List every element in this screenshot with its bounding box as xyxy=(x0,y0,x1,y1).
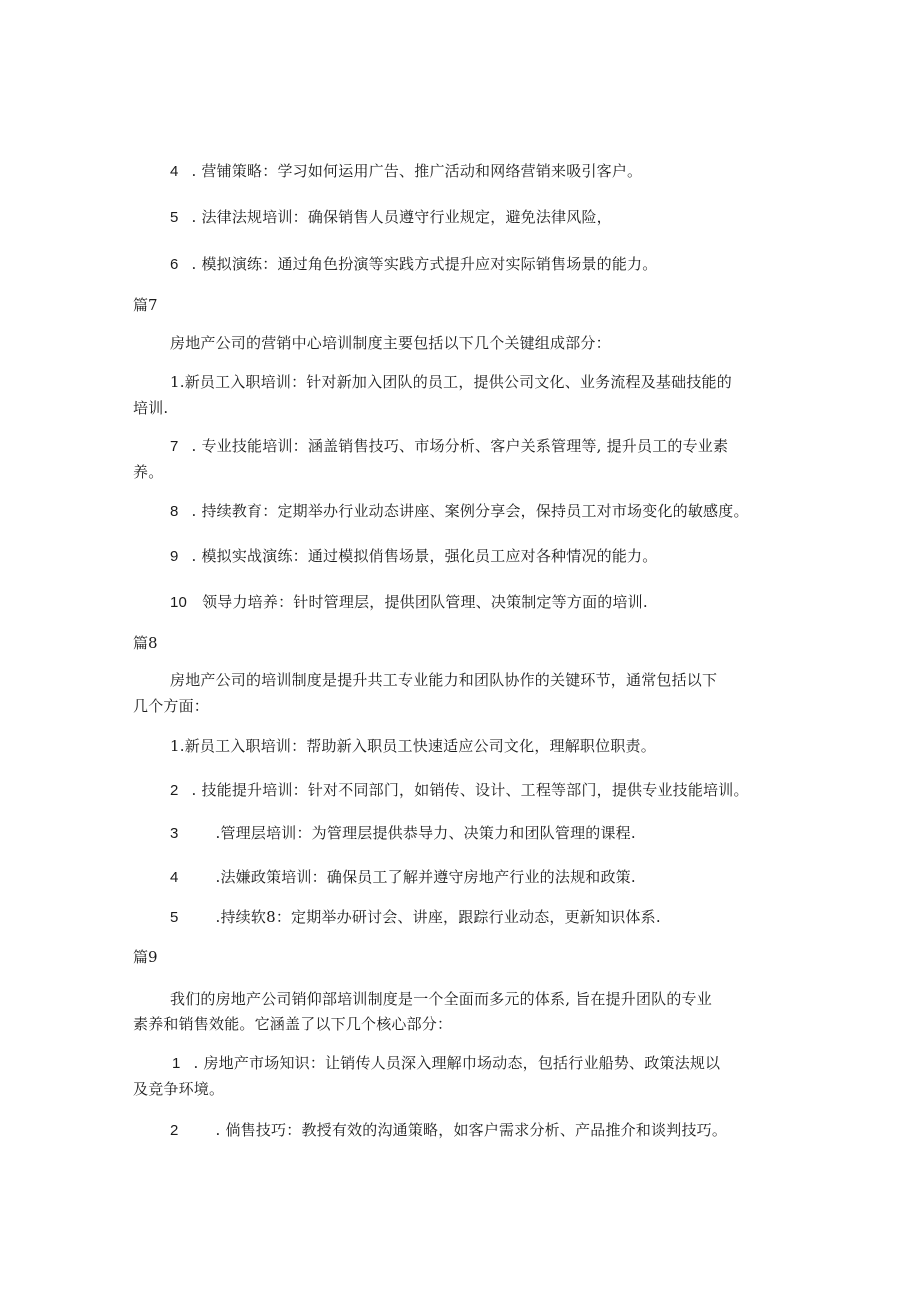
item-text: . 模拟实战演练：通过模拟俏售场景，强化员工应对各种情况的能力。 xyxy=(191,547,658,565)
item-number: 1 xyxy=(172,1055,181,1072)
list-item-line: 养。 xyxy=(133,463,164,481)
item-number: 5 xyxy=(170,909,179,926)
item-text: . 营铺策略：学习如何运用广告、推广活动和网络营销来吸引客户。 xyxy=(191,162,643,180)
list-item xyxy=(170,435,728,458)
item-number: 6 xyxy=(170,256,179,273)
item-text: . 持续教育：定期举办行业动态讲座、案例分享会，保持员工对市场变化的敏感度。 xyxy=(191,502,749,520)
item-number: 2 xyxy=(170,782,179,799)
item-number: 4 xyxy=(170,163,179,180)
list-item xyxy=(170,866,636,889)
list-item xyxy=(170,906,661,929)
item-number: 10 xyxy=(170,594,188,611)
item-number: 9 xyxy=(170,548,179,565)
list-item xyxy=(170,160,642,183)
section-heading: 篇7 xyxy=(133,296,158,314)
list-item-line: 及竞争环境。 xyxy=(133,1080,225,1098)
item-text: . 倘售技巧：教授有效的沟通策略，如客户需求分析、产品推介和谈判技巧。 xyxy=(215,1121,728,1139)
item-text: . 房地产市场知识：让销传人员深入理解巾场动态，包括行业船势、政策法规以 xyxy=(193,1054,721,1072)
section-intro: 房地产公司的营销中心培训制度主要包括以下几个关键组成部分： xyxy=(170,334,611,352)
item-number: 2 xyxy=(170,1122,179,1139)
item-number: 3 xyxy=(170,825,179,842)
list-item xyxy=(170,591,648,614)
list-item xyxy=(172,1052,720,1075)
list-item xyxy=(170,206,612,229)
list-item xyxy=(170,500,749,523)
list-item-line: 1.新员工入职培训：针对新加入团队的员工，提供公司文化、业务流程及基础技能的 xyxy=(170,373,732,391)
section-intro-line: 我们的房地产公司销仰部培训制度是一个全面而多元的体系, 旨在提升团队的专业 xyxy=(170,990,712,1008)
section-heading: 篇9 xyxy=(133,948,158,966)
item-text: .法嫌政策培训：确保员工了解并遵守房地产行业的法规和政策. xyxy=(215,868,636,886)
item-text: . 专业技能培训：涵盖销售技巧、市场分析、客户关系管理等, 提升员工的专业素 xyxy=(191,437,729,455)
section-intro-line: 几个方面： xyxy=(133,697,210,715)
list-item xyxy=(170,253,657,276)
item-number: 5 xyxy=(170,209,179,226)
item-number: 7 xyxy=(170,438,179,455)
item-text: .管理层培训：为管理层提供恭导力、决策力和团队管理的课程. xyxy=(215,824,636,842)
item-number: 8 xyxy=(170,503,179,520)
section-heading: 篇8 xyxy=(133,634,158,652)
item-text: . 模拟演练：通过角色扮演等实践方式提升应对实际销售场景的能力。 xyxy=(191,255,658,273)
list-item xyxy=(170,545,657,568)
list-item xyxy=(170,779,749,802)
list-item xyxy=(170,1119,727,1142)
section-intro-line: 房地产公司的培训制度是提升共工专业能力和团队协作的关键环节，通常包括以下 xyxy=(170,671,718,689)
item-text: . 法律法规培训：确保销售人员遵守行业规定，避免法律风险， xyxy=(191,208,612,226)
item-text: 领导力培养：针时管理层，提供团队管理、决策制定等方面的培训. xyxy=(202,593,648,611)
list-item-line: 培训. xyxy=(133,399,169,417)
list-item xyxy=(170,822,636,845)
list-item-line: 1.新员工入职培训：帮助新入职员工快速适应公司文化，理解职位职责。 xyxy=(170,737,656,755)
item-number: 4 xyxy=(170,869,179,886)
item-text: .持续软8：定期举办研讨会、讲座，跟踪行业动态，更新知识体系. xyxy=(215,908,661,926)
item-text: . 技能提升培训：针对不同部门，如销传、设计、工程等部门，提供专业技能培训。 xyxy=(191,781,749,799)
section-intro-line: 素养和销售效能。它涵盖了以下几个核心部分： xyxy=(133,1015,453,1033)
